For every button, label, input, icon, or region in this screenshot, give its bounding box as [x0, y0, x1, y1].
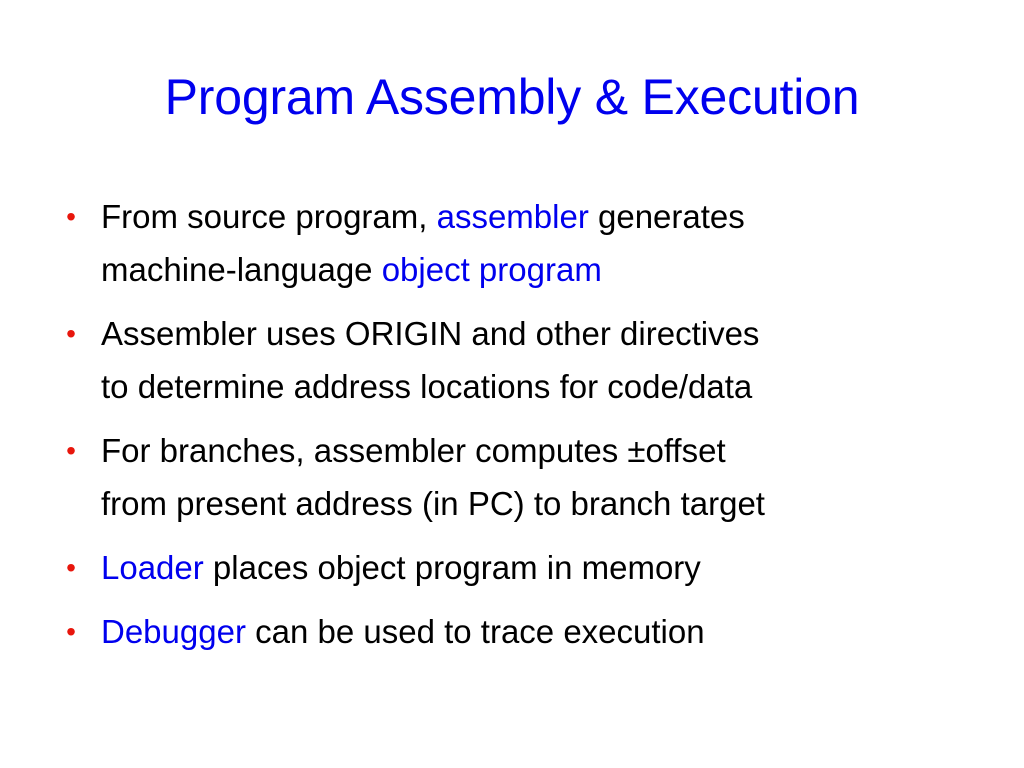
bullet-text: machine-language	[101, 251, 382, 288]
bullet-dot-icon: •	[66, 435, 76, 466]
highlight-term: object program	[381, 251, 602, 288]
bullet-dot-icon: •	[66, 552, 76, 583]
bullet-line: For branches, assembler computes ±offset	[101, 432, 726, 469]
bullet-line: to determine address locations for code/data	[101, 368, 753, 405]
bullet-item-origin	[60, 307, 980, 413]
slide-title: Program Assembly & Execution	[164, 69, 860, 125]
bullet-line	[101, 541, 980, 594]
highlight-term: assembler	[436, 198, 589, 235]
highlight-term: Loader	[101, 549, 204, 586]
bullet-item-assembler	[60, 190, 980, 296]
bullet-text: can be used to trace execution	[245, 613, 705, 650]
bullet-item-branches	[60, 424, 980, 530]
bullet-text: From source program,	[101, 198, 437, 235]
bullet-dot-icon: •	[66, 616, 76, 647]
highlight-term: Debugger	[101, 613, 246, 650]
bullet-item-loader	[60, 541, 980, 594]
bullet-text: places object program in memory	[203, 549, 701, 586]
bullet-line	[101, 605, 980, 658]
bullet-line: from present address (in PC) to branch target	[101, 485, 765, 522]
bullet-text: generates	[588, 198, 745, 235]
bullet-line: Assembler uses ORIGIN and other directives	[101, 315, 760, 352]
bullet-list	[60, 190, 980, 669]
bullet-dot-icon: •	[66, 318, 76, 349]
bullet-line	[101, 243, 980, 296]
bullet-item-debugger	[60, 605, 980, 658]
bullet-dot-icon: •	[66, 201, 76, 232]
bullet-line	[101, 190, 980, 243]
